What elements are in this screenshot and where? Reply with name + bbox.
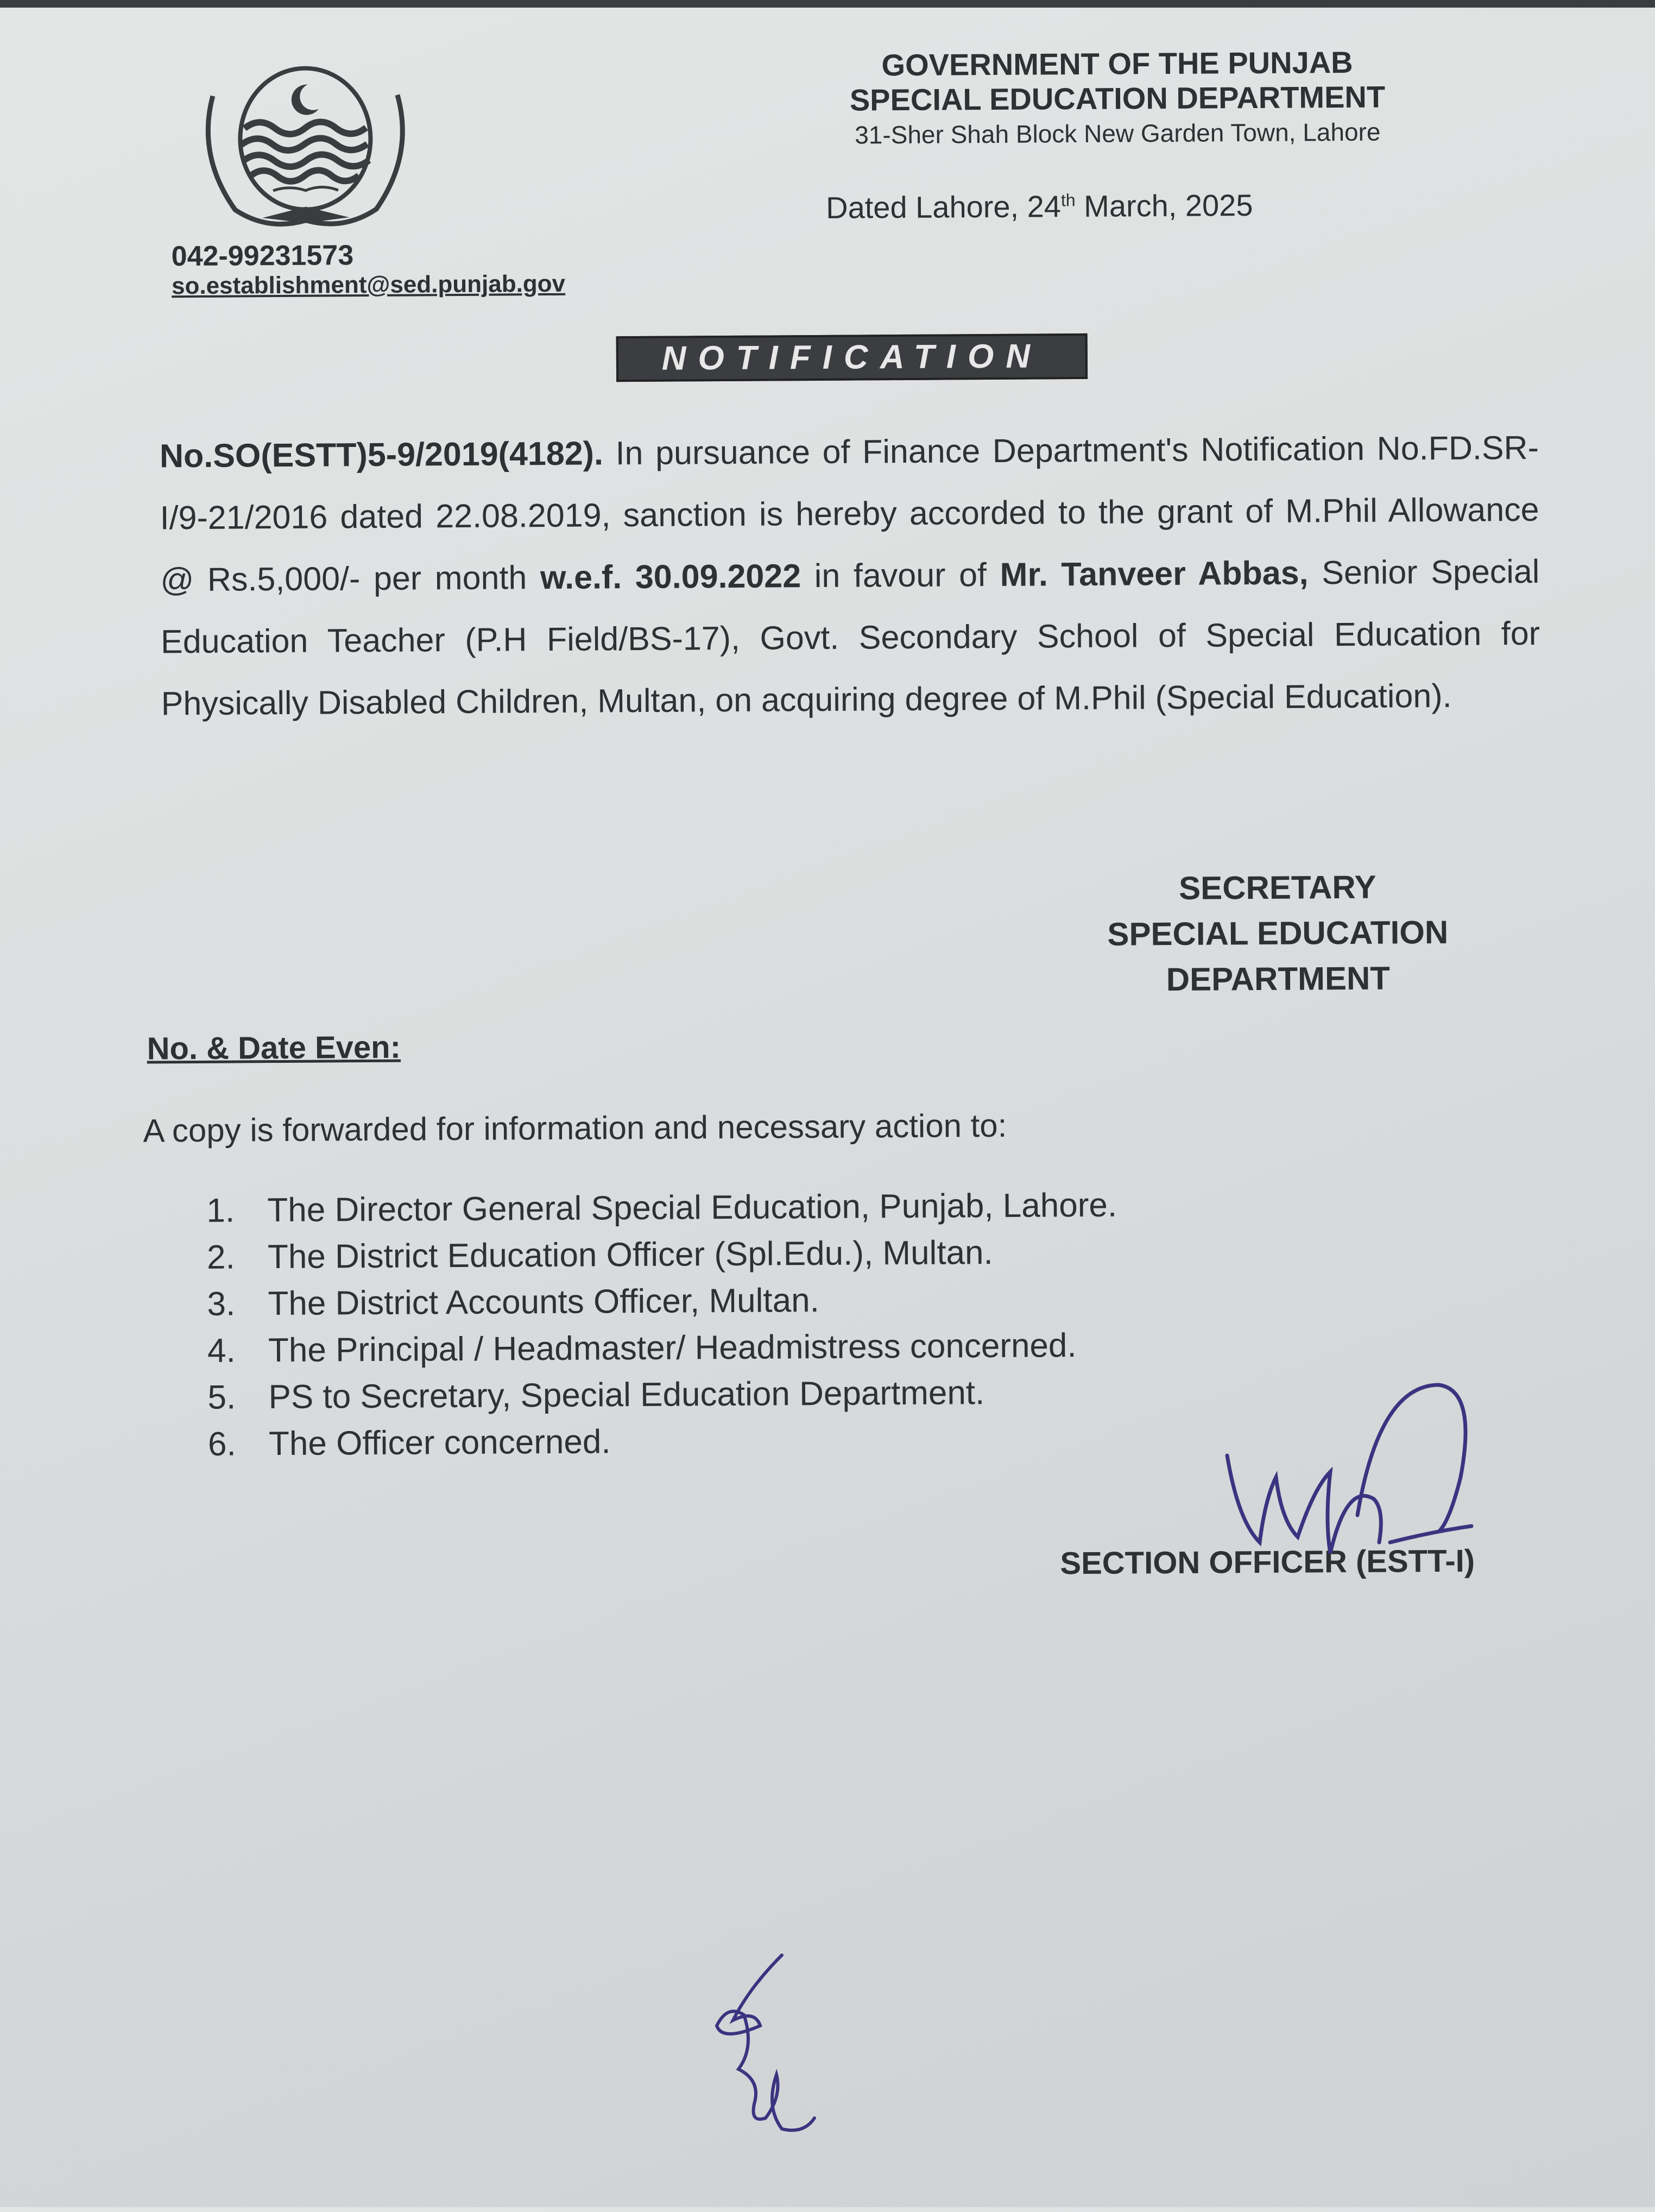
reference-number: No.SO(ESTT)5-9/2019(4182). xyxy=(159,434,604,475)
signatory-line: SECRETARY xyxy=(1178,868,1376,906)
item-text: The Director General Special Education, Punjab, Lahore. xyxy=(267,1186,1117,1230)
signatory-line: DEPARTMENT xyxy=(1166,960,1391,998)
section-officer-title: SECTION OFFICER (ESTT-I) xyxy=(1060,1543,1475,1581)
effective-date: w.e.f. 30.09.2022 xyxy=(540,557,801,596)
email-address: so.establishment@sed.punjab.gov xyxy=(171,270,566,300)
phone-number: 042-99231573 xyxy=(171,240,354,273)
body-text: In pursuance of Finance Department's Notification No.FD.SR-I/9-21/2016 dated 22.08.2019, sanction is hereby accorded to the grant of M.Phil Allowance @ Rs.5,000/- per month xyxy=(160,428,1539,598)
dated-line xyxy=(826,187,1253,225)
department-address: 31-Sher Shah Block New Garden Town, Lahore xyxy=(855,117,1381,149)
list-item xyxy=(207,1229,1117,1281)
dated-month-year: March, 2025 xyxy=(1075,188,1253,224)
government-heading: GOVERNMENT OF THE PUNJAB xyxy=(881,45,1353,83)
body-text: Senior Special Education Teacher (P.H Field/BS-17), Govt. Secondary School of Special Education for Physically Disabled Children, Multan, on acquiring degree of M.Phil (Special Education). xyxy=(160,552,1540,722)
notification-body xyxy=(160,417,1540,735)
endorsement-heading: No. & Date Even: xyxy=(147,1029,401,1067)
item-text: The Principal / Headmaster/ Headmistress concerned. xyxy=(268,1327,1077,1370)
item-number: 4. xyxy=(207,1332,236,1370)
body-text: in favour of xyxy=(800,556,1000,595)
endorsement-intro: A copy is forwarded for information and necessary action to: xyxy=(143,1107,1007,1149)
officer-name: Mr. Tanveer Abbas, xyxy=(1000,554,1309,593)
item-text: The District Accounts Officer, Multan. xyxy=(268,1281,820,1323)
section-officer-signature xyxy=(1211,1379,1547,1586)
list-item xyxy=(207,1322,1118,1375)
recipient-list xyxy=(206,1182,1119,1468)
signatory-line: SPECIAL EDUCATION xyxy=(1107,913,1449,953)
item-number: 2. xyxy=(206,1238,235,1276)
item-text: The District Education Officer (Spl.Edu.), Multan. xyxy=(267,1234,993,1276)
dated-superscript: th xyxy=(1060,190,1076,210)
item-number: 6. xyxy=(207,1425,236,1463)
secretary-signatory xyxy=(1107,864,1449,1003)
list-item xyxy=(207,1276,1117,1328)
list-item xyxy=(207,1369,1118,1421)
notification-title: NOTIFICATION xyxy=(616,333,1088,382)
list-item xyxy=(206,1182,1117,1234)
initials-signature xyxy=(700,1944,842,2172)
item-number: 3. xyxy=(207,1285,236,1323)
punjab-emblem-icon xyxy=(191,62,420,232)
item-number: 5. xyxy=(207,1378,236,1416)
item-text: PS to Secretary, Special Education Department. xyxy=(268,1374,985,1416)
item-number: 1. xyxy=(206,1192,235,1230)
dated-text: Dated Lahore, 24 xyxy=(825,189,1062,225)
list-item xyxy=(208,1416,1119,1468)
department-heading: SPECIAL EDUCATION DEPARTMENT xyxy=(849,79,1386,117)
item-text: The Officer concerned. xyxy=(268,1423,611,1463)
